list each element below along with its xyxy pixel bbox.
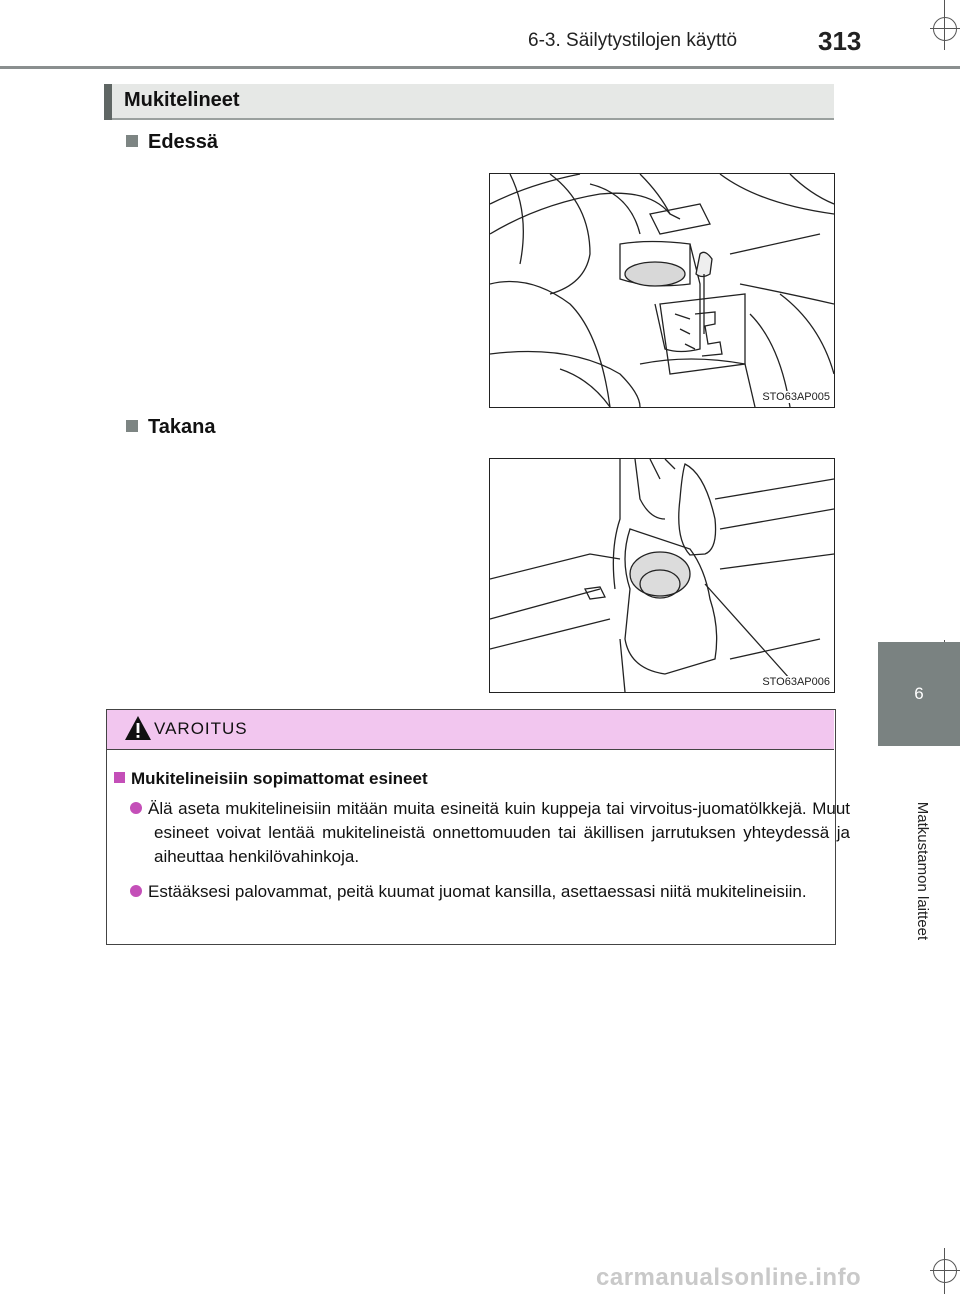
subsection-heading-front	[126, 131, 218, 154]
crop-mark	[933, 17, 957, 41]
chapter-label: Matkustamon laitteet	[914, 801, 931, 941]
rear-cupholder-illustration	[489, 458, 835, 693]
page-number: 313	[818, 26, 862, 56]
square-bullet-icon	[114, 772, 125, 783]
figure-code: STO63AP005	[762, 391, 830, 403]
warning-bullet	[130, 797, 850, 869]
subsection-heading-rear	[126, 416, 215, 439]
warning-subheading	[114, 769, 428, 789]
square-bullet-icon	[126, 420, 138, 432]
watermark: carmanualsonline.info	[596, 1264, 862, 1291]
subsection-label: Takana	[148, 416, 216, 438]
warning-bullet-text: Älä aseta mukitelineisiin mitään muita esineitä kuin kuppeja tai virvoitus-juomatölkkejä. Muut esineet voivat lentää mukitelineistä onnettomuuden tai äkillisen jarrutuksen yhteydessä ja aiheuttaa henkilövahinkoja.	[148, 799, 850, 866]
front-console-drawing	[490, 174, 834, 407]
crop-mark	[933, 1259, 957, 1283]
warning-triangle-icon	[124, 715, 152, 741]
warning-title: VAROITUS	[154, 719, 248, 738]
rear-console-drawing	[490, 459, 834, 692]
section-title: 6-3. Säilytystilojen käyttö	[528, 30, 738, 51]
heading-accent	[104, 84, 112, 120]
warning-bullet-text: Estääksesi palovammat, peitä kuumat juomat kansilla, asettaessasi niitä mukitelineisiin.	[148, 882, 807, 901]
subsection-label: Edessä	[148, 131, 219, 153]
warning-bullet	[130, 880, 850, 904]
section-heading: Mukitelineet	[124, 89, 240, 111]
circle-bullet-icon	[130, 885, 142, 897]
header-rule	[0, 66, 960, 69]
figure-code: STO63AP006	[762, 676, 830, 688]
chapter-number: 6	[914, 684, 924, 703]
warning-subheading-text: Mukitelineisiin sopimattomat esineet	[131, 769, 428, 788]
circle-bullet-icon	[130, 802, 142, 814]
square-bullet-icon	[126, 135, 138, 147]
front-cupholder-illustration	[489, 173, 835, 408]
